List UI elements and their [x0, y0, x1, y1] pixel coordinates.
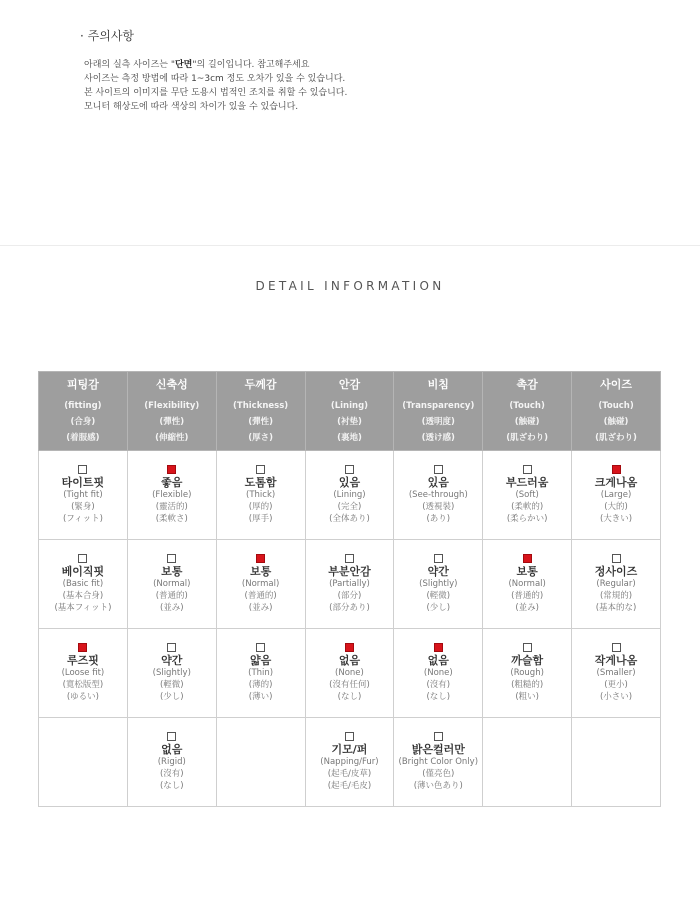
option-en: (Thin): [248, 668, 274, 678]
option-en: (Flexible): [152, 490, 192, 500]
column-header: [216, 372, 305, 451]
column-ja: (透け感): [421, 433, 455, 443]
unchecked-box-icon: [612, 643, 621, 652]
option-cell: [39, 540, 128, 629]
option-label: 작게나옴: [594, 654, 638, 667]
option-en: (None): [335, 668, 364, 678]
option-label: 보통: [249, 565, 272, 578]
option-en: (Normal): [508, 579, 546, 589]
option-en: (Partially): [329, 579, 370, 589]
notice-line-1: [84, 58, 347, 72]
option-label: 약간: [427, 565, 449, 578]
option-zh: (僅亮色): [422, 769, 455, 779]
option-cell: [394, 629, 483, 718]
option-cell: [572, 540, 661, 629]
column-label: 사이즈: [600, 378, 632, 391]
unchecked-box-icon: [256, 465, 265, 474]
option-en: (Napping/Fur): [320, 757, 379, 767]
unchecked-box-icon: [167, 554, 176, 563]
option-ja: (基本的な): [595, 603, 637, 613]
option-en: (Thick): [246, 490, 276, 500]
option-cell: [127, 451, 216, 540]
column-header: [305, 372, 394, 451]
option-label: 보통: [516, 565, 538, 578]
option-en: (Regular): [596, 579, 636, 589]
option-label: 좋음: [161, 476, 183, 489]
option-zh: (基本合身): [62, 591, 104, 601]
empty-cell: [216, 718, 305, 807]
option-label: 있음: [427, 476, 449, 489]
option-ja: (並み): [248, 603, 273, 613]
option-label: 베이직핏: [61, 565, 105, 578]
option-cell: [305, 718, 394, 807]
column-en: (Flexibility): [144, 401, 200, 411]
column-ja: (伸縮性): [155, 433, 189, 443]
column-ja: (肌ざわり): [506, 433, 549, 443]
option-zh: (普通的): [244, 591, 277, 601]
option-ja: (少し): [426, 603, 451, 613]
option-ja: (なし): [426, 692, 451, 702]
unchecked-box-icon: [167, 732, 176, 741]
option-en: (Smaller): [596, 668, 636, 678]
checked-box-icon: [78, 643, 87, 652]
option-zh: (部分): [337, 591, 362, 601]
notice-lines: [84, 58, 347, 114]
option-en: (Tight fit): [63, 490, 103, 500]
unchecked-box-icon: [434, 554, 443, 563]
option-ja: (少し): [159, 692, 184, 702]
option-en: (Soft): [515, 490, 539, 500]
option-zh: (大的): [604, 502, 628, 512]
detail-title: DETAIL INFORMATION: [255, 279, 445, 293]
option-label: 밝은컬러만: [411, 743, 465, 756]
option-en: (Rigid): [157, 757, 186, 767]
notice-line-2: 사이즈는 측정 방법에 따라 1~3cm 정도 오차가 있을 수 있습니다.: [84, 74, 346, 84]
column-ja: (裏地): [337, 433, 362, 443]
section-divider: [0, 245, 700, 246]
option-ja: (全体あり): [329, 514, 370, 524]
option-label: 있음: [338, 476, 361, 489]
option-ja: (柔らかい): [506, 514, 548, 524]
option-ja: (小さい): [599, 692, 633, 702]
option-en: (Bright Color Only): [398, 757, 479, 767]
notice-line-1-pre: 아래의 실측 사이즈는 ": [84, 60, 175, 70]
option-ja: (フィット): [62, 514, 103, 524]
column-header: [127, 372, 216, 451]
column-label: 피팅감: [66, 378, 99, 391]
table-row: [39, 540, 661, 629]
option-zh: (更小): [604, 680, 628, 690]
checked-box-icon: [523, 554, 532, 563]
unchecked-box-icon: [256, 643, 265, 652]
option-cell: [127, 718, 216, 807]
option-ja: (薄い色あり): [413, 781, 463, 791]
table-row: [39, 629, 661, 718]
column-label: 비침: [427, 378, 449, 391]
unchecked-box-icon: [345, 554, 354, 563]
option-cell: [305, 629, 394, 718]
column-header: [572, 372, 661, 451]
option-cell: [305, 540, 394, 629]
checked-box-icon: [256, 554, 265, 563]
empty-cell: [483, 718, 572, 807]
option-label: 없음: [338, 654, 361, 667]
column-en: (Touch): [509, 401, 545, 411]
column-header: [483, 372, 572, 451]
option-zh: (寬松版型): [62, 680, 104, 690]
option-cell: [216, 540, 305, 629]
option-ja: (なし): [159, 781, 184, 791]
column-zh: (衬垫): [337, 417, 362, 427]
column-label: 두께감: [244, 378, 277, 391]
option-cell: [483, 451, 572, 540]
option-en: (Basic fit): [62, 579, 104, 589]
option-zh: (常規的): [599, 591, 633, 601]
option-zh: (沒有): [159, 769, 184, 779]
option-cell: [127, 629, 216, 718]
column-ja: (肌ざわり): [595, 433, 637, 443]
table-row: [39, 451, 661, 540]
option-cell: [216, 629, 305, 718]
option-label: 기모/퍼: [331, 743, 368, 756]
option-ja: (あり): [426, 514, 451, 524]
option-label: 까슬함: [511, 654, 544, 667]
unchecked-box-icon: [167, 643, 176, 652]
option-label: 도톰함: [244, 476, 277, 489]
option-label: 부분안감: [328, 565, 371, 578]
option-en: (Loose fit): [61, 668, 105, 678]
column-label: 안감: [338, 378, 361, 391]
option-ja: (大きい): [599, 514, 633, 524]
table-row: [39, 718, 661, 807]
option-en: (Slightly): [419, 579, 458, 589]
option-ja: (基本フィット): [54, 603, 112, 613]
column-en: (fitting): [64, 401, 102, 411]
column-zh: (触碰): [603, 417, 629, 427]
unchecked-box-icon: [434, 465, 443, 474]
option-label: 보통: [161, 565, 183, 578]
option-ja: (柔軟さ): [155, 514, 188, 524]
option-ja: (薄い): [248, 692, 273, 702]
checked-box-icon: [612, 465, 621, 474]
column-en: (Thickness): [233, 401, 289, 411]
notice-section: [80, 27, 347, 114]
option-ja: (なし): [337, 692, 362, 702]
option-zh: (起毛/皮草): [327, 769, 372, 779]
option-ja: (粗い): [515, 692, 539, 702]
column-ja: (厚さ): [248, 433, 273, 443]
option-zh: (厚的): [248, 502, 273, 512]
option-zh: (柔軟的): [511, 502, 544, 512]
option-cell: [572, 451, 661, 540]
column-label: 촉감: [516, 378, 538, 391]
column-header: [39, 372, 128, 451]
unchecked-box-icon: [434, 732, 443, 741]
option-cell: [483, 629, 572, 718]
option-cell: [483, 540, 572, 629]
option-ja: (ゆるい): [66, 692, 99, 702]
option-cell: [39, 451, 128, 540]
option-zh: (緊身): [71, 502, 95, 512]
column-zh: (合身): [70, 417, 96, 427]
option-zh: (普通的): [155, 591, 188, 601]
option-en: (Normal): [241, 579, 280, 589]
notice-line-3: 본 사이트의 이미지를 무단 도용시 법적인 조치를 취할 수 있습니다.: [84, 88, 348, 98]
column-en: (Transparency): [402, 401, 475, 411]
option-en: (None): [423, 668, 453, 678]
option-ja: (厚手): [248, 514, 273, 524]
unchecked-box-icon: [78, 465, 87, 474]
option-label: 루즈핏: [66, 654, 99, 667]
option-label: 부드러움: [505, 476, 549, 489]
unchecked-box-icon: [523, 643, 532, 652]
option-label: 얇음: [249, 654, 272, 667]
checked-box-icon: [434, 643, 443, 652]
option-label: 정사이즈: [594, 565, 638, 578]
option-zh: (完全): [337, 502, 362, 512]
checked-box-icon: [167, 465, 176, 474]
option-zh: (沒有): [426, 680, 451, 690]
option-en: (Large): [600, 490, 632, 500]
detail-table: [38, 371, 661, 807]
column-header: [394, 372, 483, 451]
column-zh: (透明度): [421, 417, 455, 427]
column-en: (Touch): [598, 401, 634, 411]
unchecked-box-icon: [345, 465, 354, 474]
option-cell: [216, 451, 305, 540]
column-zh: (彈性): [248, 417, 273, 427]
option-cell: [305, 451, 394, 540]
header-row: [39, 372, 661, 451]
option-cell: [572, 629, 661, 718]
unchecked-box-icon: [345, 732, 354, 741]
option-zh: (粗糙的): [511, 680, 544, 690]
option-cell: [394, 451, 483, 540]
unchecked-box-icon: [612, 554, 621, 563]
unchecked-box-icon: [78, 554, 87, 563]
option-cell: [394, 540, 483, 629]
option-cell: [127, 540, 216, 629]
column-en: (Lining): [330, 401, 369, 411]
option-zh: (沒有任何): [329, 680, 370, 690]
option-cell: [394, 718, 483, 807]
option-zh: (靈活的): [155, 502, 188, 512]
column-ja: (着服感): [66, 433, 100, 443]
option-zh: (普通的): [511, 591, 544, 601]
option-zh: (透視裝): [422, 502, 455, 512]
option-zh: (薄的): [248, 680, 273, 690]
notice-line-1-post: "의 길이입니다. 참고해주세요: [192, 60, 310, 70]
option-label: 없음: [427, 654, 449, 667]
option-label: 약간: [161, 654, 183, 667]
option-ja: (並み): [515, 603, 539, 613]
option-zh: (輕微): [426, 591, 451, 601]
option-ja: (部分あり): [329, 603, 370, 613]
option-en: (Lining): [333, 490, 366, 500]
empty-cell: [39, 718, 128, 807]
option-ja: (起毛/毛皮): [327, 781, 372, 791]
option-label: 타이트핏: [61, 476, 105, 489]
notice-line-1-bold: 단면: [174, 60, 193, 70]
option-en: (Rough): [510, 668, 544, 678]
unchecked-box-icon: [523, 465, 532, 474]
option-en: (Slightly): [152, 668, 191, 678]
option-label: 없음: [161, 743, 183, 756]
option-cell: [39, 629, 128, 718]
option-en: (Normal): [153, 579, 191, 589]
option-label: 크게나옴: [594, 476, 638, 489]
notice-title: · 주의사항: [80, 29, 134, 43]
column-zh: (彈性): [159, 417, 185, 427]
option-ja: (並み): [159, 603, 184, 613]
option-zh: (輕微): [159, 680, 184, 690]
checked-box-icon: [345, 643, 354, 652]
column-zh: (触碰): [514, 417, 540, 427]
option-en: (See-through): [408, 490, 468, 500]
empty-cell: [572, 718, 661, 807]
column-label: 신축성: [155, 378, 188, 391]
notice-line-4: 모니터 해상도에 따라 색상의 차이가 있을 수 있습니다.: [84, 102, 299, 112]
